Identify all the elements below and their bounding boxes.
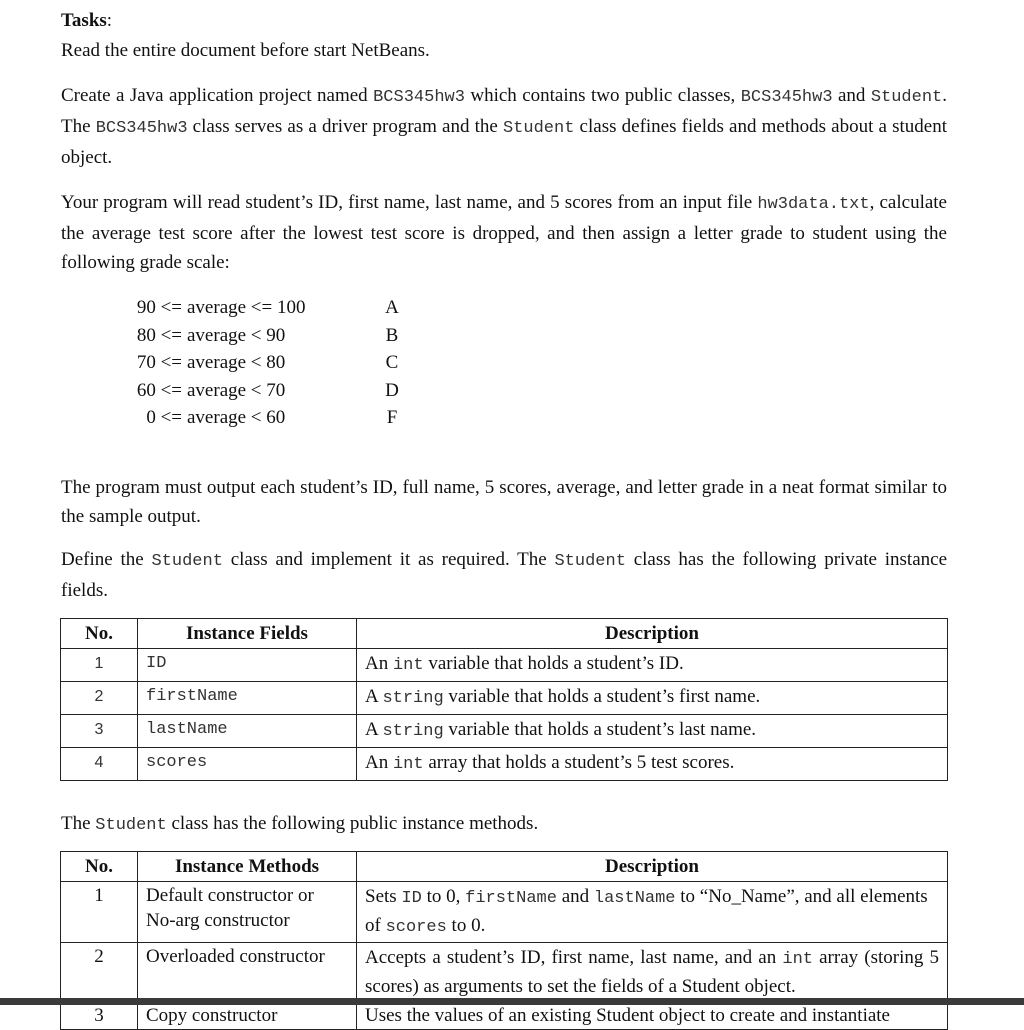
grade-scale-row: 0 <= average < 60 F	[146, 407, 398, 428]
document-page	[61, 6, 947, 1030]
grade-scale	[122, 294, 407, 432]
grade-scale-row: 90 <= average <= 100 A	[136, 297, 399, 318]
table-row: 2 Overloaded constructor Accepts a student’s ID, first name, last name, and an int array (storing 5 scores) as arguments to set the fields of a Student object.	[61, 942, 948, 1001]
grade-scale-row: 80 <= average < 90 B	[136, 324, 399, 346]
output-paragraph: The program must output each student’s ID, full name, 5 scores, average, and letter grade in a neat format similar to the sample output.	[61, 476, 947, 527]
column-header: Instance Methods	[138, 851, 357, 881]
project-paragraph: Create a Java application project named BCS345hw3 which contains two public classes, BCS345hw3 and Student. The BCS345hw3 class serves as a driver program and the Student class defines fields and methods about a student object.	[61, 85, 948, 168]
table-row: 2 firstName A string variable that holds a student’s first name.	[61, 681, 948, 714]
table-header-row	[61, 851, 948, 881]
methods-paragraph: The Student class has the following public instance methods.	[61, 812, 539, 835]
column-header: Description	[357, 618, 948, 648]
intro-paragraph: Read the entire document before start NetBeans.	[61, 40, 430, 61]
column-header: No.	[61, 851, 138, 881]
grade-scale-row: 60 <= average < 70 D	[136, 379, 399, 401]
table-row: 1 ID An int variable that holds a student’s ID.	[61, 648, 948, 681]
tasks-heading: Tasks:	[61, 10, 113, 31]
page-bottom-edge	[0, 998, 1024, 1005]
column-header: No.	[61, 618, 138, 648]
student-class-paragraph: Define the Student class and implement it as required. The Student class has the following private instance fields.	[61, 548, 947, 601]
instance-fields-table	[60, 618, 948, 781]
column-header: Description	[357, 851, 948, 881]
requirements-paragraph: Your program will read student’s ID, first name, last name, and 5 scores from an input file hw3data.txt, calculate the average test score after the lowest test score is dropped, and then assign a letter grade to student using the following grade scale:	[61, 192, 947, 273]
grade-scale-row: 70 <= average < 80 C	[136, 352, 399, 373]
table-row: 3 Copy constructor Uses the values of an existing Student object to create and instantiate	[61, 1001, 948, 1029]
table-row: 4 scores An int array that holds a student’s 5 test scores.	[61, 747, 948, 780]
table-row: 3 lastName A string variable that holds a student’s last name.	[61, 714, 948, 747]
column-header: Instance Fields	[138, 618, 357, 648]
table-header-row	[61, 618, 948, 648]
table-row: 1 Default constructor or No-arg constructor Sets ID to 0, firstName and lastName to “No_Name”, and all elements of scores to 0.	[61, 881, 948, 942]
